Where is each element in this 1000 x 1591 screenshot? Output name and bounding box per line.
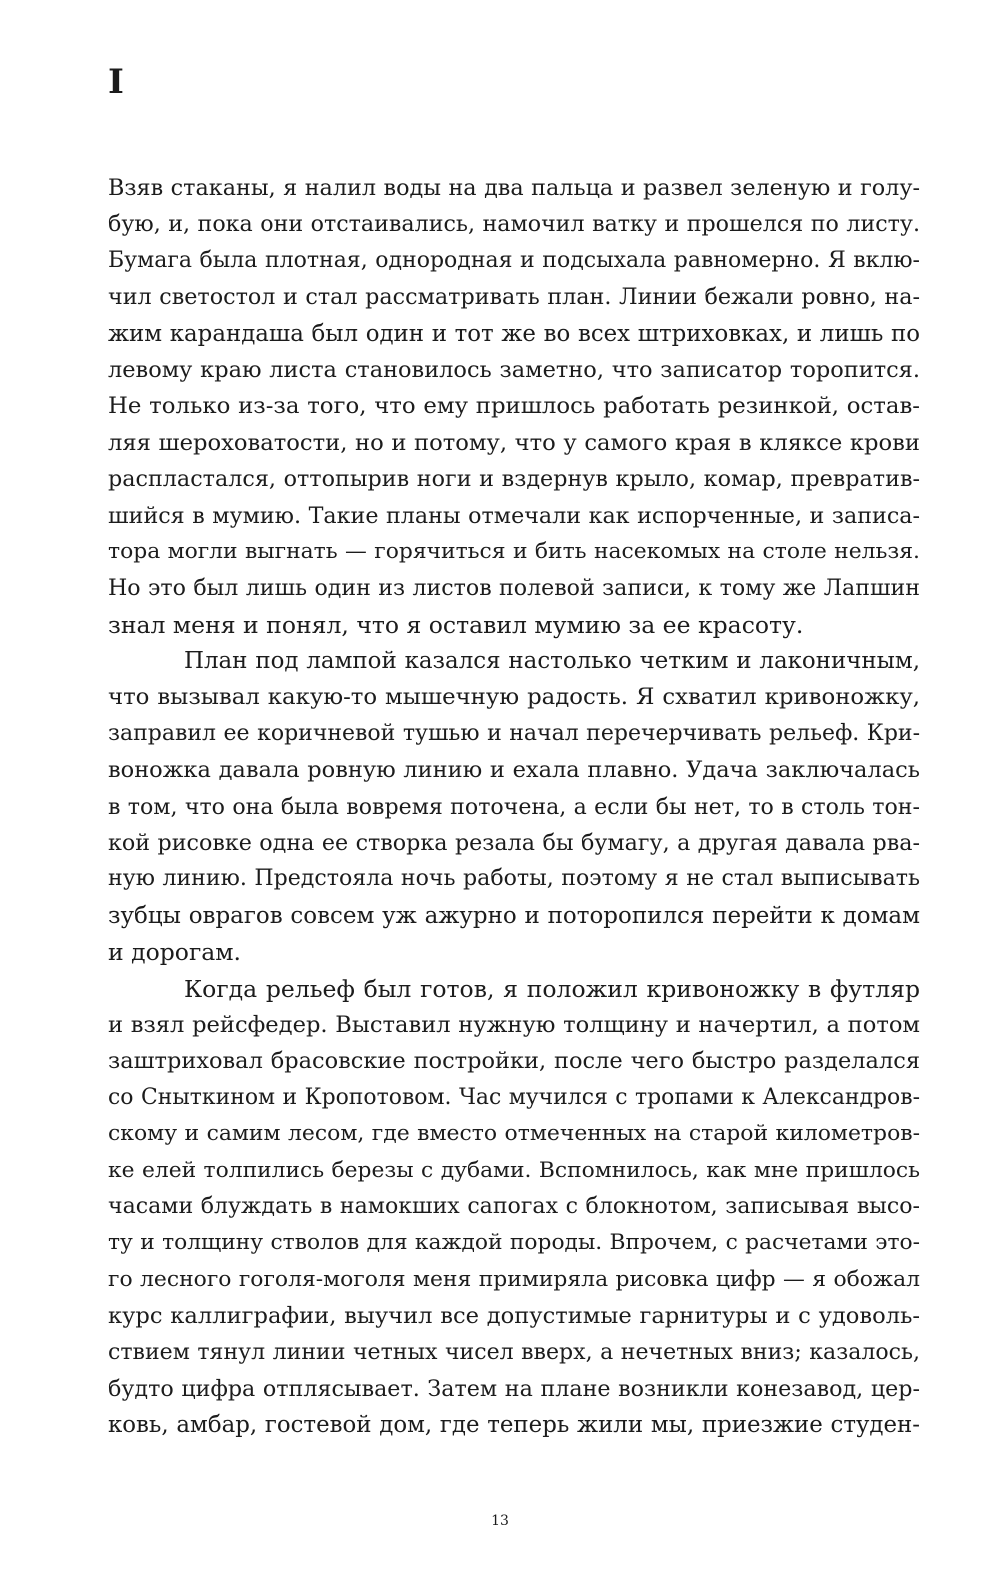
text-line: скому и самим лесом, где вместо отмеченных на старой километров- (108, 1121, 920, 1147)
text-line: воножка давала ровную линию и ехала плавно. Удача заключалась (108, 757, 920, 784)
text-line: знал меня и понял, что я оставил мумию за ее красоту. (108, 610, 804, 639)
text-line: кой рисовке одна ее створка резала бы бумагу, а другая давала рва- (108, 830, 920, 857)
text-line: Не только из-за того, что ему пришлось работать резинкой, остав- (108, 393, 920, 420)
text-line: курс каллиграфии, выучил все допустимые гарнитуры и с удоволь- (108, 1303, 920, 1330)
page-number: 13 (491, 1513, 509, 1529)
text-line: чил светостол и стал рассматривать план. Линии бежали ровно, на- (108, 284, 920, 311)
text-line: заправил ее коричневой тушью и начал перечерчивать рельеф. Кри- (108, 720, 920, 746)
text-line: зубцы оврагов совсем уж ажурно и поторопился перейти к домам (108, 902, 920, 929)
text-line: тора могли выгнать — горячиться и бить насекомых на столе нельзя. (108, 538, 920, 564)
text-line: левому краю листа становилось заметно, что записатор торопится. (108, 356, 920, 383)
text-line: ную линию. Предстояла ночь работы, поэтому я не стал выписывать (108, 866, 920, 892)
chapter-heading: I (108, 62, 124, 102)
text-line: будто цифра отплясывает. Затем на плане возникли конезавод, цер- (108, 1375, 920, 1402)
text-line: и взял рейсфедер. Выставил нужную толщину и начертил, а потом (108, 1011, 920, 1038)
text-line: ту и толщину стволов для каждой породы. Впрочем, с расчетами это- (108, 1230, 920, 1256)
text-line: Когда рельеф был готов, я положил кривоножку в футляр (184, 974, 920, 1003)
text-line: что вызывал какую-то мышечную радость. Я схватил кривоножку, (108, 684, 920, 711)
text-line: Но это был лишь один из листов полевой записи, к тому же Лапшин (108, 575, 920, 602)
text-line: бую, и, пока они отстаивались, намочил ватку и прошелся по листу. (108, 211, 920, 238)
text-line: Взяв стаканы, я налил воды на два пальца и развел зеленую и голу- (108, 175, 920, 201)
text-line: заштриховал брасовские постройки, после чего быстро разделался (108, 1048, 920, 1075)
text-line: шийся в мумию. Такие планы отмечали как испорченные, и записа- (108, 502, 920, 529)
text-line: ствием тянул линии четных чисел вверх, а нечетных вниз; казалось, (108, 1339, 920, 1365)
text-line: распластался, оттопырив ноги и вздернув крыло, комар, превратив- (108, 466, 920, 493)
text-line: ке елей толпились березы с дубами. Вспомнилось, как мне пришлось (108, 1157, 920, 1183)
text-line: и дорогам. (108, 938, 242, 967)
text-line: в том, что она была вовремя поточена, а если бы нет, то в столь тон- (108, 793, 920, 820)
text-line: со Сныткином и Кропотовом. Час мучился с тропами к Александров- (108, 1084, 920, 1110)
text-line: Бумага была плотная, однородная и подсыхала равномерно. Я вклю- (108, 247, 920, 273)
body-text (108, 170, 920, 1444)
text-line: План под лампой казался настолько четким и лаконичным, (184, 648, 920, 675)
text-line: жим карандаша был один и тот же во всех штриховках, и лишь по (108, 320, 920, 347)
text-line: ковь, амбар, гостевой дом, где теперь жили мы, приезжие студен- (108, 1412, 920, 1439)
text-line: ляя шероховатости, но и потому, что у самого края в кляксе крови (108, 429, 920, 456)
text-line: го лесного гоголя-моголя меня примиряла рисовка цифр — я обожал (108, 1266, 920, 1292)
text-line: часами блуждать в намокших сапогах с блокнотом, записывая высо- (108, 1193, 920, 1219)
